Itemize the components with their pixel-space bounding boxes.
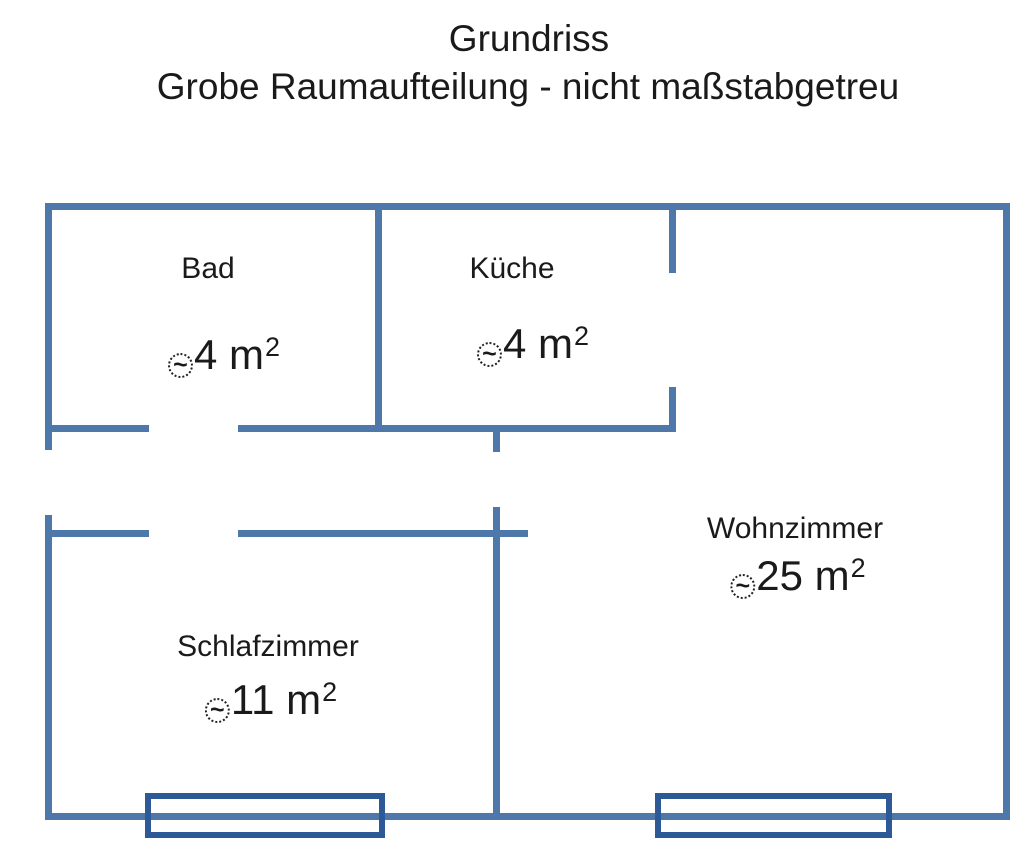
room-label-schlafzimmer: Schlafzimmer <box>177 630 359 663</box>
area-value: 25 m <box>756 552 850 599</box>
approx-tilde-marker: ~ <box>168 353 193 378</box>
outer-right-wall <box>1003 203 1010 820</box>
corridor-top-wall-left <box>45 425 149 432</box>
page-subtitle: Grobe Raumaufteilung - nicht maßstabgetreu <box>156 66 900 107</box>
area-value: 4 m <box>502 320 573 367</box>
schlaf-wohn-divider-wall <box>493 507 500 813</box>
page-title: Grundriss <box>448 18 610 59</box>
area-superscript: 2 <box>322 677 338 707</box>
area-superscript: 2 <box>573 321 590 351</box>
area-value: 4 m <box>193 331 264 378</box>
hall-stub-wall <box>493 432 500 452</box>
room-area-bad <box>168 331 280 379</box>
window-schlafzimmer <box>145 793 385 838</box>
approx-tilde-marker: ~ <box>730 574 755 599</box>
window-wohnzimmer <box>655 793 892 838</box>
corridor-top-wall-main <box>238 425 676 432</box>
outer-left-wall-lower <box>45 515 52 820</box>
room-label-bad: Bad <box>181 252 235 285</box>
room-area-schlafzimmer <box>205 676 337 724</box>
room-label-wohnzimmer: Wohnzimmer <box>706 512 884 545</box>
room-label-kueche: Küche <box>469 252 555 285</box>
approx-tilde-marker: ~ <box>477 342 502 367</box>
room-area-wohnzimmer <box>730 552 865 600</box>
corridor-bottom-wall-main <box>238 530 528 537</box>
area-value: 11 m <box>230 676 322 723</box>
approx-tilde-marker: ~ <box>205 698 230 723</box>
kueche-right-wall-lower <box>669 387 676 432</box>
kueche-right-wall-upper <box>669 203 676 273</box>
outer-left-wall-upper <box>45 203 52 450</box>
corridor-bottom-wall-left <box>45 530 149 537</box>
area-superscript: 2 <box>264 332 281 362</box>
bad-kueche-divider-wall <box>375 203 382 432</box>
area-superscript: 2 <box>850 553 866 583</box>
room-area-kueche <box>477 320 589 368</box>
outer-top-wall <box>45 203 1010 210</box>
